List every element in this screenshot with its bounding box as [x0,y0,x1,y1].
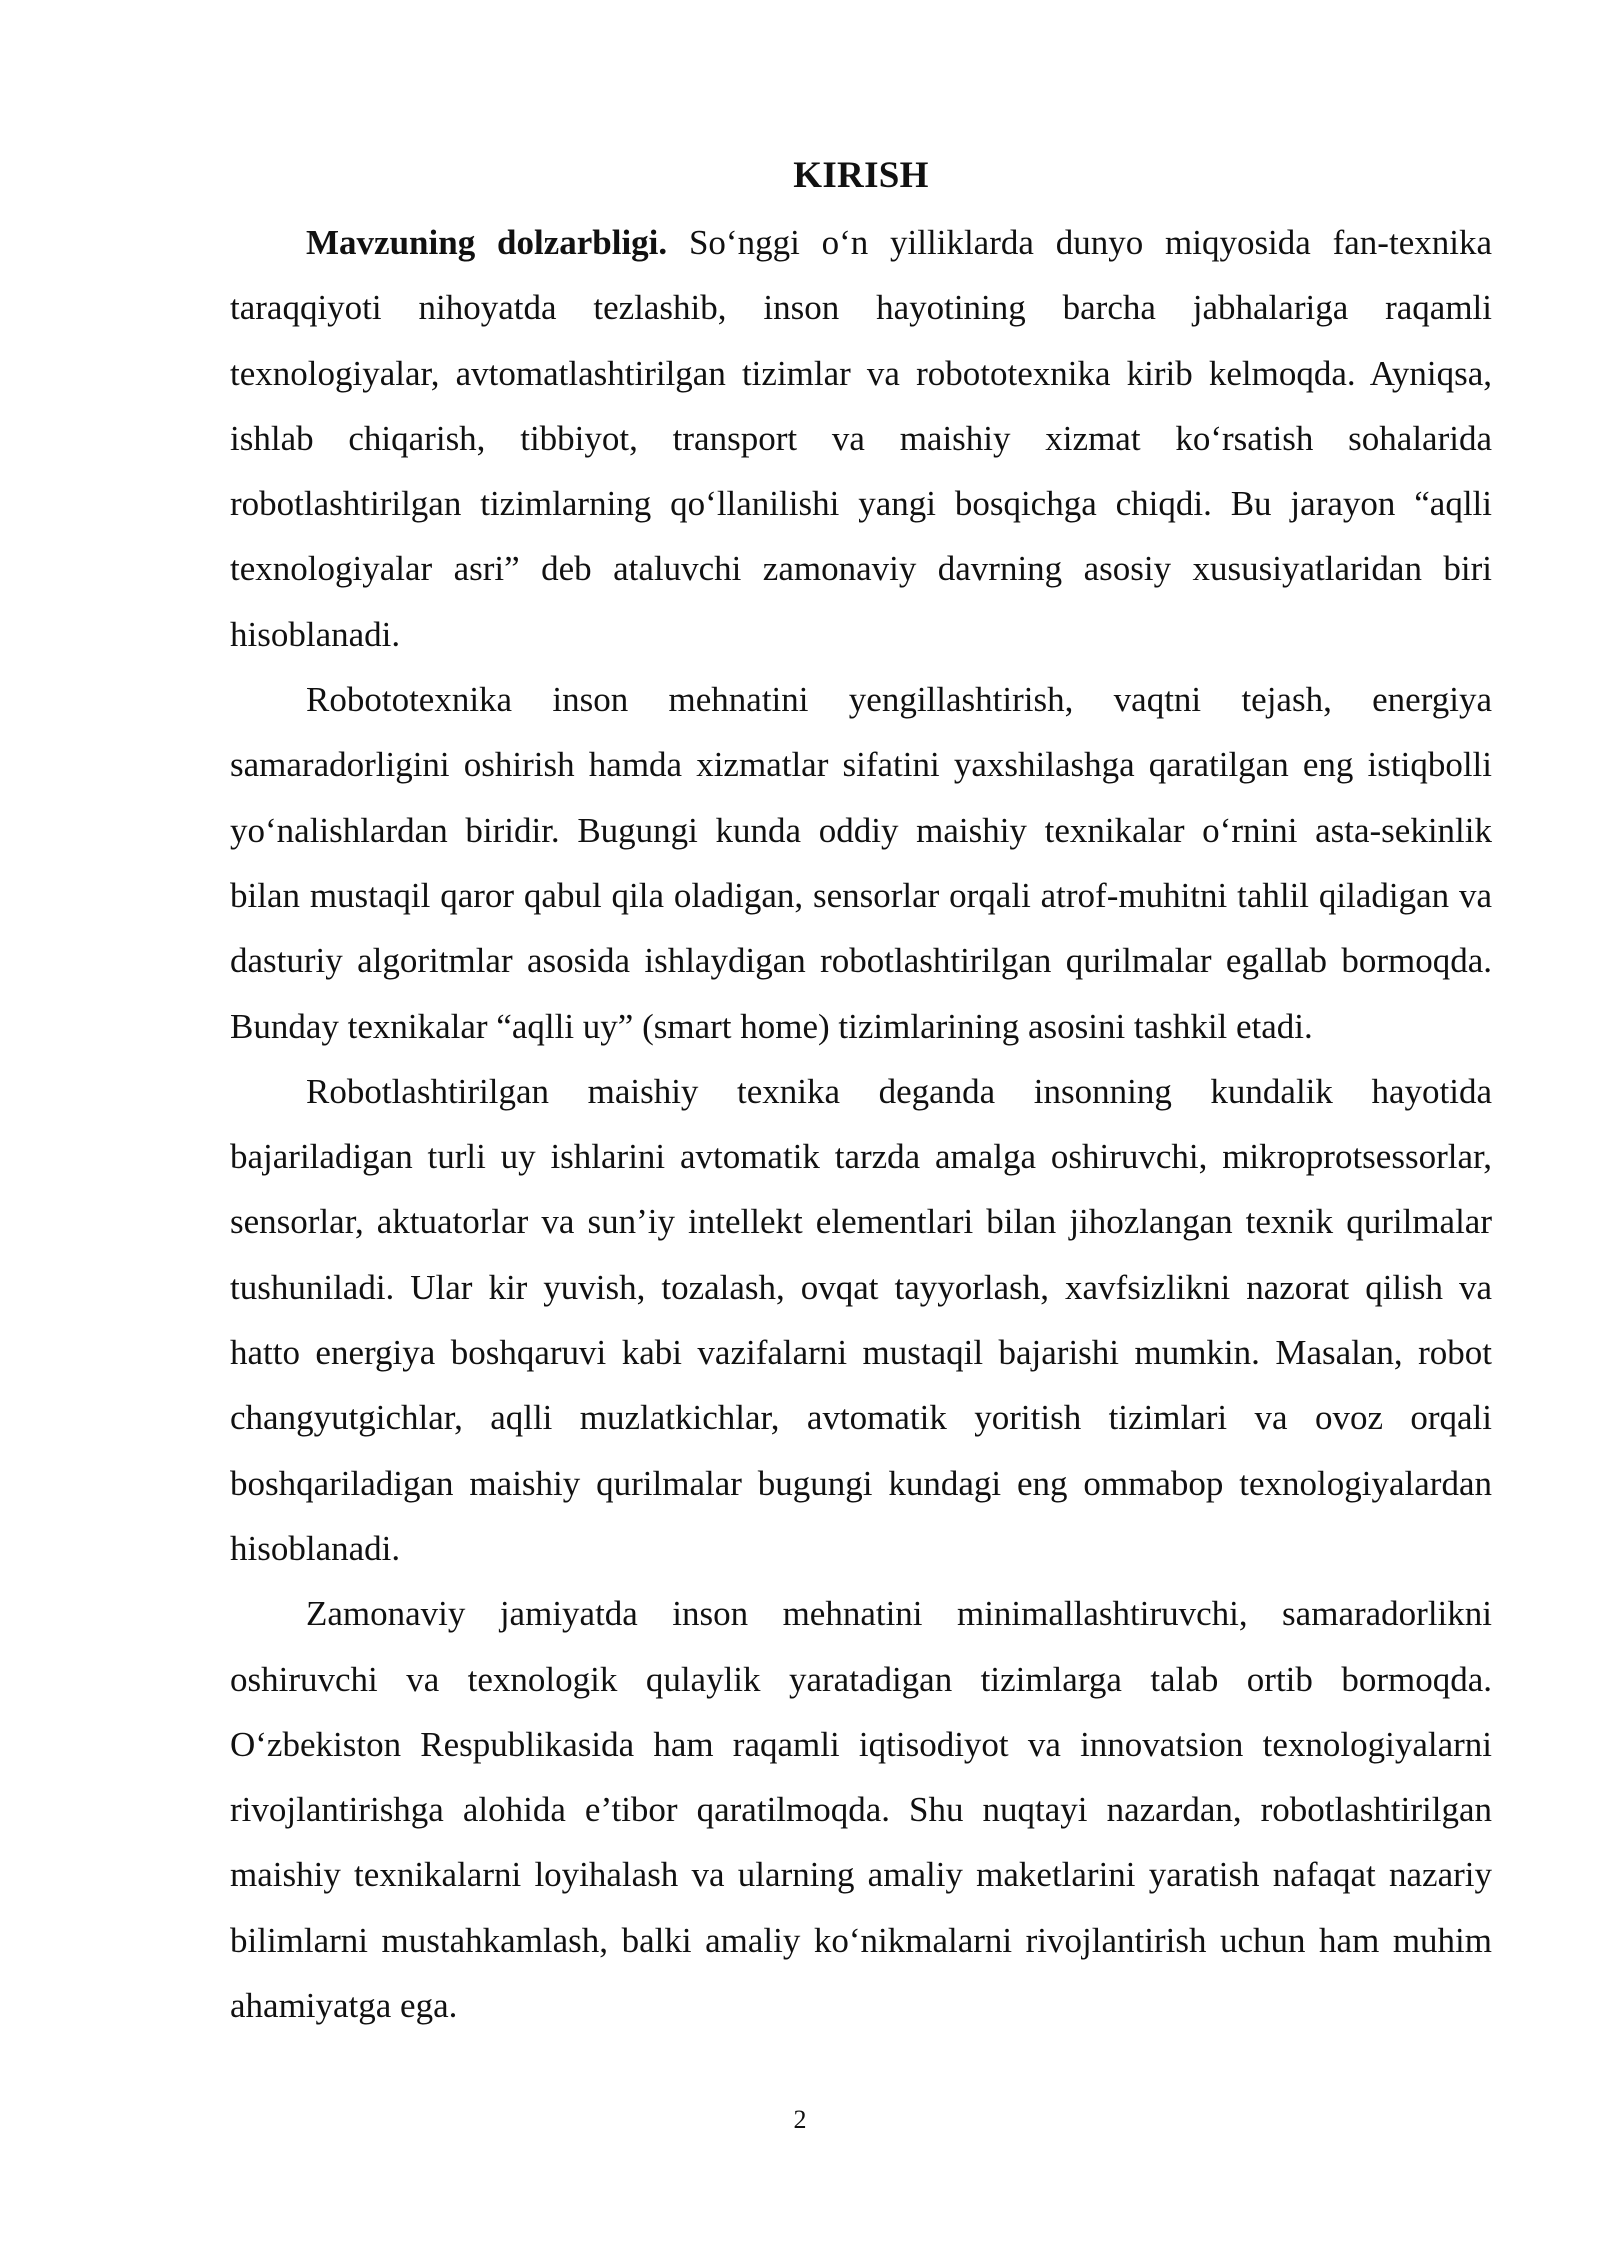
paragraph-home-appliances [230,1059,1492,1581]
paragraph-modern-society [230,1581,1492,2038]
paragraph-robotics [230,667,1492,1059]
section-title: KIRISH [793,155,929,196]
page-content [230,150,1492,2038]
page-number: 2 [793,2105,807,2134]
paragraph-text: Robotlashtirilgan maishiy texnika deganda insonning kundalik hayotida bajariladigan turli uy ishlarini avtomatik tarzda amalga oshiruvchi, mikroprotsessorlar, sensorlar, aktuatorlar va sun’iy intellekt elementlari bilan jihozlangan texnik qurilmalar tushuniladi. Ular kir yuvish, tozalash, ovqat tayyorlash, xavfsizlikni nazorat qilish va hatto energiya boshqaruvi kabi vazifalarni mustaqil bajarishi mumkin. Masalan, robot changyutgichlar, aqlli muzlatkichlar, avtomatik yoritish tizimlari va ovoz orqali boshqariladigan maishiy qurilmalar bugungi kundagi eng ommabop texnologiyalardan hisoblanadi. [230,1071,1492,1568]
paragraph-text: So‘nggi o‘n yilliklarda dunyo miqyosida fan-texnika taraqqiyoti nihoyatda tezlashib, inson hayotining barcha jabhalariga raqamli texnologiyalar, avtomatlashtirilgan tizimlar va robototexnika kirib kelmoqda. Ayniqsa, ishlab chiqarish, tibbiyot, transport va maishiy xizmat ko‘rsatish sohalarida robotlashtirilgan tizimlarning qo‘llanilishi yangi bosqichga chiqdi. Bu jarayon “aqlli texnologiyalar asri” deb ataluvchi zamonaviy davrning asosiy xususiyatlaridan biri hisoblanadi. [230,223,1492,654]
paragraph-text: Zamonaviy jamiyatda inson mehnatini minimallashtiruvchi, samaradorlikni oshiruvchi va texnologik qulaylik yaratadigan tizimlarga talab ortib bormoqda. O‘zbekiston Respublikasida ham raqamli iqtisodiyot va innovatsion texnologiyalarni rivojlantirishga alohida e’tibor qaratilmoqda. Shu nuqtayi nazardan, robotlashtirilgan maishiy texnikalarni loyihalash va ularning amaliy maketlarini yaratish nafaqat nazariy bilimlarni mustahkamlash, balki amaliy ko‘nikmalarni rivojlantirish uchun ham muhim ahamiyatga ega. [230,1594,1492,2026]
paragraph-text: Robototexnika inson mehnatini yengillashtirish, vaqtni tejash, energiya samaradorligini oshirish hamda xizmatlar sifatini yaxshilashga qaratilgan eng istiqbolli yo‘nalishlardan biridir. Bugungi kunda oddiy maishiy texnikalar o‘rnini asta-sekinlik bilan mustaqil qaror qabul qila oladigan, sensorlar orqali atrof-muhitni tahlil qiladigan va dasturiy algoritmlar asosida ishlaydigan robotlashtirilgan qurilmalar egallab bormoqda. Bunday texnikalar “aqlli uy” (smart home) tizimlarining asosini tashkil etadi. [230,680,1492,1046]
paragraph-lead: Mavzuning dolzarbligi. [306,223,668,262]
paragraph-relevance [230,210,1492,667]
